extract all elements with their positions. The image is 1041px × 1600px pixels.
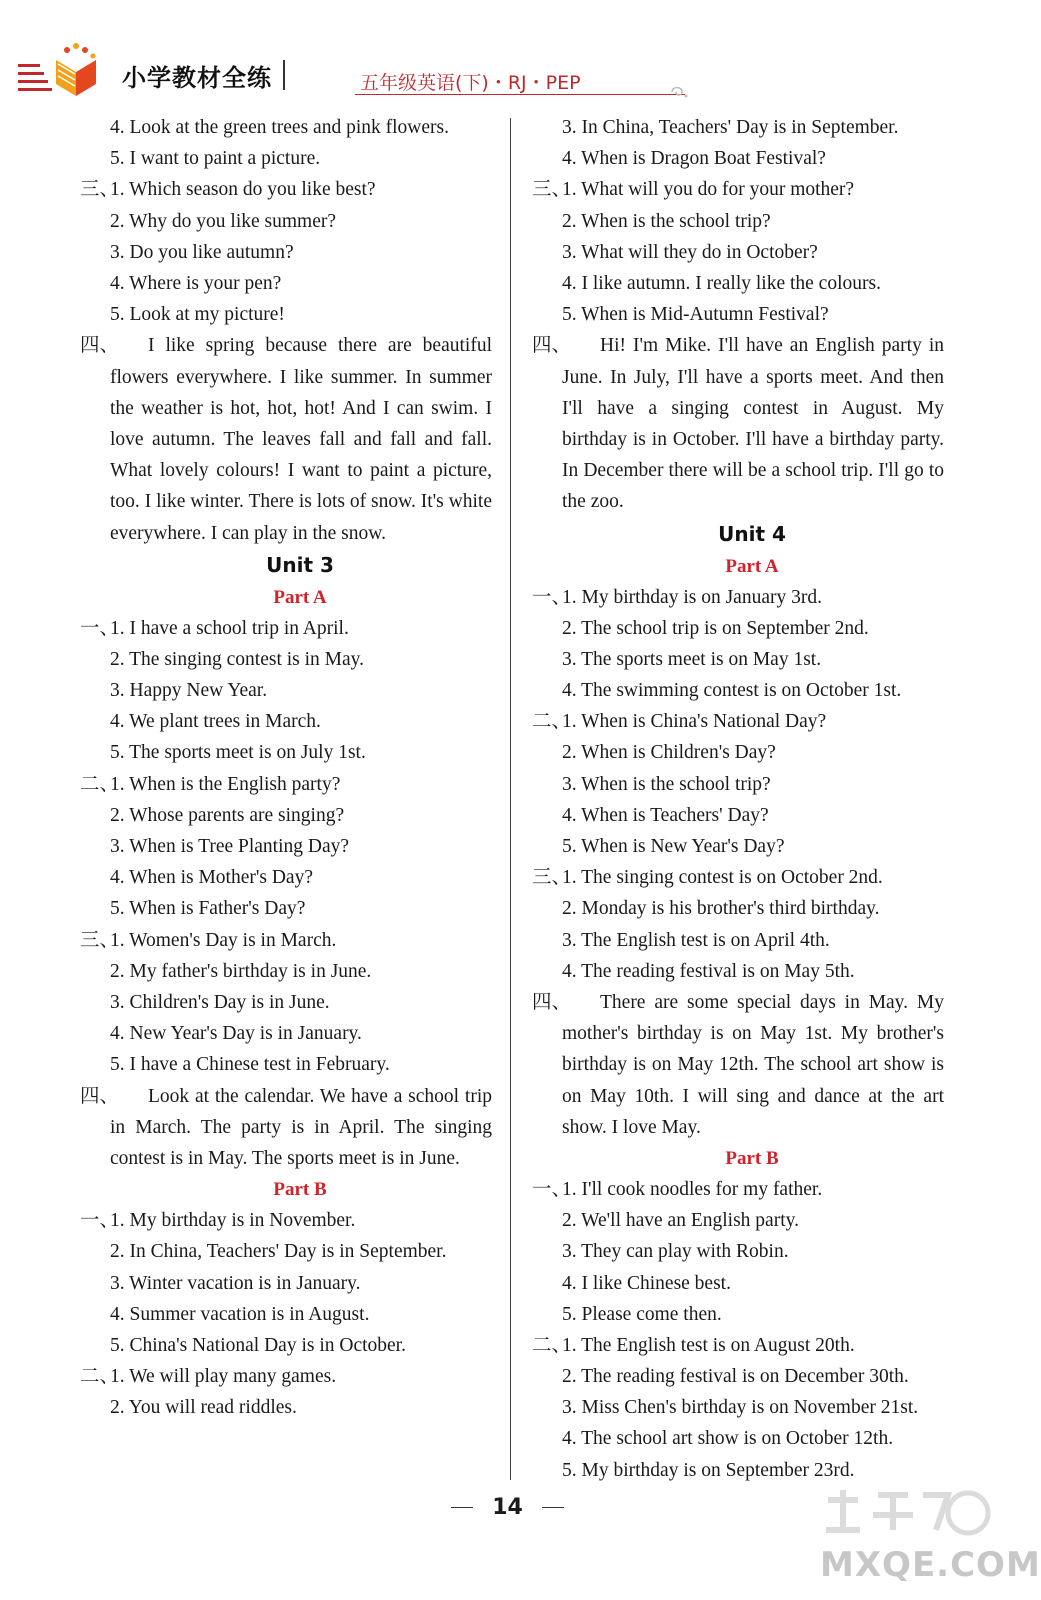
answer-line <box>532 1268 972 1299</box>
answer-text: 4. When is Mother's Day? <box>110 867 313 889</box>
answer-text: 1. Women's Day is in March. <box>110 929 337 951</box>
section-number: 四、 <box>532 335 572 357</box>
answer-text: 3. Miss Chen's birthday is on November 21st. <box>562 1397 919 1419</box>
answer-paragraph <box>80 330 520 548</box>
answer-text: 1. My birthday is on January 3rd. <box>562 586 822 608</box>
answer-text: 1. Which season do you like best? <box>110 179 376 201</box>
answer-line <box>80 831 520 862</box>
answer-text: 5. When is New Year's Day? <box>562 836 785 858</box>
section-number: 四、 <box>80 335 120 357</box>
answer-text: 4. Look at the green trees and pink flowers. <box>110 117 449 138</box>
answer-text: 1. We will play many games. <box>110 1366 337 1388</box>
answer-line <box>80 1299 520 1330</box>
answer-text: 4. When is Teachers' Day? <box>562 804 769 826</box>
answer-line <box>80 769 520 800</box>
answer-text: 3. Happy New Year. <box>110 680 268 702</box>
section-number: 四、 <box>532 991 572 1013</box>
part-heading: Part B <box>273 1179 327 1201</box>
answer-text: 3. Winter vacation is in January. <box>110 1272 361 1294</box>
answer-line <box>532 800 972 831</box>
answer-text: 2. Whose parents are singing? <box>110 804 345 826</box>
footer-dash-left <box>451 1507 473 1508</box>
answer-line <box>532 143 972 174</box>
answer-line <box>80 268 520 299</box>
answer-line <box>80 925 520 956</box>
answer-line <box>532 862 972 893</box>
header-rule <box>355 94 685 95</box>
unit-heading: Unit 3 <box>266 552 334 577</box>
answer-text: 4. I like autumn. I really like the colours. <box>562 272 881 294</box>
section-number: 四、 <box>80 1085 120 1107</box>
answer-text: 3. What will they do in October? <box>562 241 818 263</box>
answer-text: 3. When is Tree Planting Day? <box>110 836 350 858</box>
section-number: 二、 <box>532 1334 572 1356</box>
answer-text: 2. Monday is his brother's third birthday. <box>562 898 880 920</box>
answer-line <box>80 956 520 987</box>
answer-line <box>532 174 972 205</box>
answer-text: 4. Where is your pen? <box>110 272 282 294</box>
paragraph-text: There are some special days in May. My mother's birthday is on May 1st. My brother's birthday is on May 12th. The school art show is on May 10th. I will sing and dance at the art show. I love May. <box>562 991 944 1138</box>
section-number: 三、 <box>80 179 120 201</box>
page-number: 14 <box>492 1495 523 1520</box>
answer-text: 3. They can play with Robin. <box>562 1241 789 1263</box>
answer-line <box>532 1392 972 1423</box>
section-number: 二、 <box>80 1366 120 1388</box>
answer-text: 2. The reading festival is on December 30th. <box>562 1366 909 1388</box>
answer-text: 4. New Year's Day is in January. <box>110 1023 362 1045</box>
answer-line <box>532 1423 972 1454</box>
book-subject: 五年级英语(下)・RJ・PEP <box>360 72 581 94</box>
answer-text: 4. Summer vacation is in August. <box>110 1303 370 1325</box>
book-logo-icon <box>18 42 123 100</box>
answer-line <box>80 706 520 737</box>
answer-text: 1. My birthday is in November. <box>110 1210 356 1232</box>
answer-text: 5. I have a Chinese test in February. <box>110 1054 390 1076</box>
answer-text: 3. Do you like autumn? <box>110 241 294 263</box>
answer-text: 1. The singing contest is on October 2nd. <box>562 867 883 889</box>
answer-line <box>80 174 520 205</box>
answer-text: 5. The sports meet is on July 1st. <box>110 742 366 764</box>
section-number: 二、 <box>532 711 572 733</box>
page-header <box>0 0 1015 110</box>
answer-line <box>532 237 972 268</box>
answer-text: 2. Why do you like summer? <box>110 210 337 232</box>
answer-text: 5. I want to paint a picture. <box>110 148 321 170</box>
answer-paragraph <box>532 330 972 517</box>
answer-line <box>80 1361 520 1392</box>
answer-text: 2. When is the school trip? <box>562 210 771 232</box>
answer-text: 2. We'll have an English party. <box>562 1210 799 1232</box>
section-number: 一、 <box>80 617 120 639</box>
answer-line <box>80 987 520 1018</box>
answer-line <box>532 925 972 956</box>
answer-line <box>80 737 520 768</box>
answer-text: 4. We plant trees in March. <box>110 711 321 733</box>
answer-text: 1. I have a school trip in April. <box>110 617 349 639</box>
answer-text: 5. China's National Day is in October. <box>110 1334 406 1356</box>
answer-text: 2. In China, Teachers' Day is in September. <box>110 1241 447 1263</box>
answer-text: 4. I like Chinese best. <box>562 1272 731 1294</box>
footer-dash-right <box>542 1507 564 1508</box>
answer-line <box>532 112 972 143</box>
answer-line <box>532 1361 972 1392</box>
answer-text: 1. I'll cook noodles for my father. <box>562 1178 823 1200</box>
answer-line <box>532 769 972 800</box>
answer-line <box>80 1236 520 1267</box>
answer-line <box>532 675 972 706</box>
answer-line <box>532 613 972 644</box>
answer-text: 1. When is China's National Day? <box>562 711 827 733</box>
answer-line <box>532 206 972 237</box>
answer-line <box>532 1299 972 1330</box>
section-number: 一、 <box>532 586 572 608</box>
answer-text: 1. What will you do for your mother? <box>562 179 855 201</box>
series-title: 小学教材全练 <box>122 64 272 92</box>
unit-heading: Unit 4 <box>718 521 786 546</box>
answer-line <box>80 800 520 831</box>
answer-line <box>532 706 972 737</box>
answer-line <box>532 1455 972 1486</box>
answer-line <box>532 644 972 675</box>
watermark-text: MXQE.COM <box>820 1545 1041 1585</box>
answer-line <box>80 893 520 924</box>
answer-line <box>80 644 520 675</box>
answer-text: 4. The swimming contest is on October 1st. <box>562 680 902 702</box>
answer-text: 2. The singing contest is in May. <box>110 648 365 670</box>
answer-line <box>80 206 520 237</box>
paragraph-text: I like spring because there are beautiful flowers everywhere. I like summer. In summer the weather is hot, hot, hot! And I can swim. I love autumn. The leaves fall and fall and fall. What lovely colours! I want to paint a picture, too. I like winter. There is lots of snow. It's white everywhere. I can play in the snow. <box>110 335 492 544</box>
answer-line <box>80 143 520 174</box>
section-number: 二、 <box>80 773 120 795</box>
answer-line <box>532 1174 972 1205</box>
answer-line <box>532 268 972 299</box>
answer-text: 3. The sports meet is on May 1st. <box>562 648 822 670</box>
part-heading: Part A <box>273 586 327 608</box>
column-divider <box>510 118 511 1480</box>
answer-line <box>80 1018 520 1049</box>
answer-text: 4. When is Dragon Boat Festival? <box>562 148 826 170</box>
answer-line <box>532 1205 972 1236</box>
answer-line <box>80 1330 520 1361</box>
answer-line <box>80 862 520 893</box>
answer-text: 4. The school art show is on October 12th. <box>562 1428 894 1450</box>
paragraph-text: Hi! I'm Mike. I'll have an English party in June. In July, I'll have a sports meet. And then I'll have a singing contest in August. My birthday is in October. I'll have a birthday party. In December there will be a school trip. I'll go to the zoo. <box>562 335 944 513</box>
answer-line <box>80 299 520 330</box>
title-divider <box>283 60 285 90</box>
section-number: 三、 <box>532 179 572 201</box>
answer-line <box>80 1392 520 1423</box>
answer-paragraph <box>80 1081 520 1175</box>
answer-line <box>80 613 520 644</box>
paragraph-text: Look at the calendar. We have a school trip in March. The party is in April. The singing contest is in May. The sports meet is in June. <box>110 1085 492 1169</box>
answer-text: 5. Look at my picture! <box>110 304 285 326</box>
answer-line <box>80 112 520 143</box>
answer-text: 3. When is the school trip? <box>562 773 771 795</box>
answer-paragraph <box>532 987 972 1143</box>
answer-text: 2. You will read riddles. <box>110 1397 297 1419</box>
answer-line <box>532 1330 972 1361</box>
answer-text: 5. Please come then. <box>562 1303 722 1325</box>
answer-line <box>532 893 972 924</box>
answer-text: 1. The English test is on August 20th. <box>562 1334 855 1356</box>
part-heading: Part A <box>725 555 779 577</box>
answer-line <box>532 737 972 768</box>
answer-line <box>532 299 972 330</box>
section-number: 三、 <box>532 867 572 889</box>
answer-line <box>532 582 972 613</box>
part-heading: Part B <box>725 1147 779 1169</box>
answer-text: 5. My birthday is on September 23rd. <box>562 1459 855 1481</box>
answer-line <box>532 956 972 987</box>
answer-line <box>80 1205 520 1236</box>
answer-text: 2. The school trip is on September 2nd. <box>562 617 869 639</box>
answer-line <box>80 1268 520 1299</box>
answer-text: 2. When is Children's Day? <box>562 742 776 764</box>
right-column <box>532 112 972 1486</box>
answer-line <box>532 831 972 862</box>
answer-line <box>532 1236 972 1267</box>
answer-text: 5. When is Father's Day? <box>110 898 306 920</box>
answer-text: 3. The English test is on April 4th. <box>562 929 830 951</box>
answer-line <box>80 675 520 706</box>
answer-line <box>80 1049 520 1080</box>
section-number: 一、 <box>532 1178 572 1200</box>
left-column <box>80 112 520 1423</box>
answer-text: 5. When is Mid-Autumn Festival? <box>562 304 829 326</box>
section-number: 一、 <box>80 1210 120 1232</box>
answer-line <box>80 237 520 268</box>
swirl-ornament-icon <box>668 80 690 102</box>
answer-text: 1. When is the English party? <box>110 773 341 795</box>
section-number: 三、 <box>80 929 120 951</box>
answer-text: 3. Children's Day is in June. <box>110 991 330 1013</box>
answer-text: 3. In China, Teachers' Day is in September. <box>562 117 899 138</box>
answer-text: 4. The reading festival is on May 5th. <box>562 960 855 982</box>
answer-text: 2. My father's birthday is in June. <box>110 960 372 982</box>
